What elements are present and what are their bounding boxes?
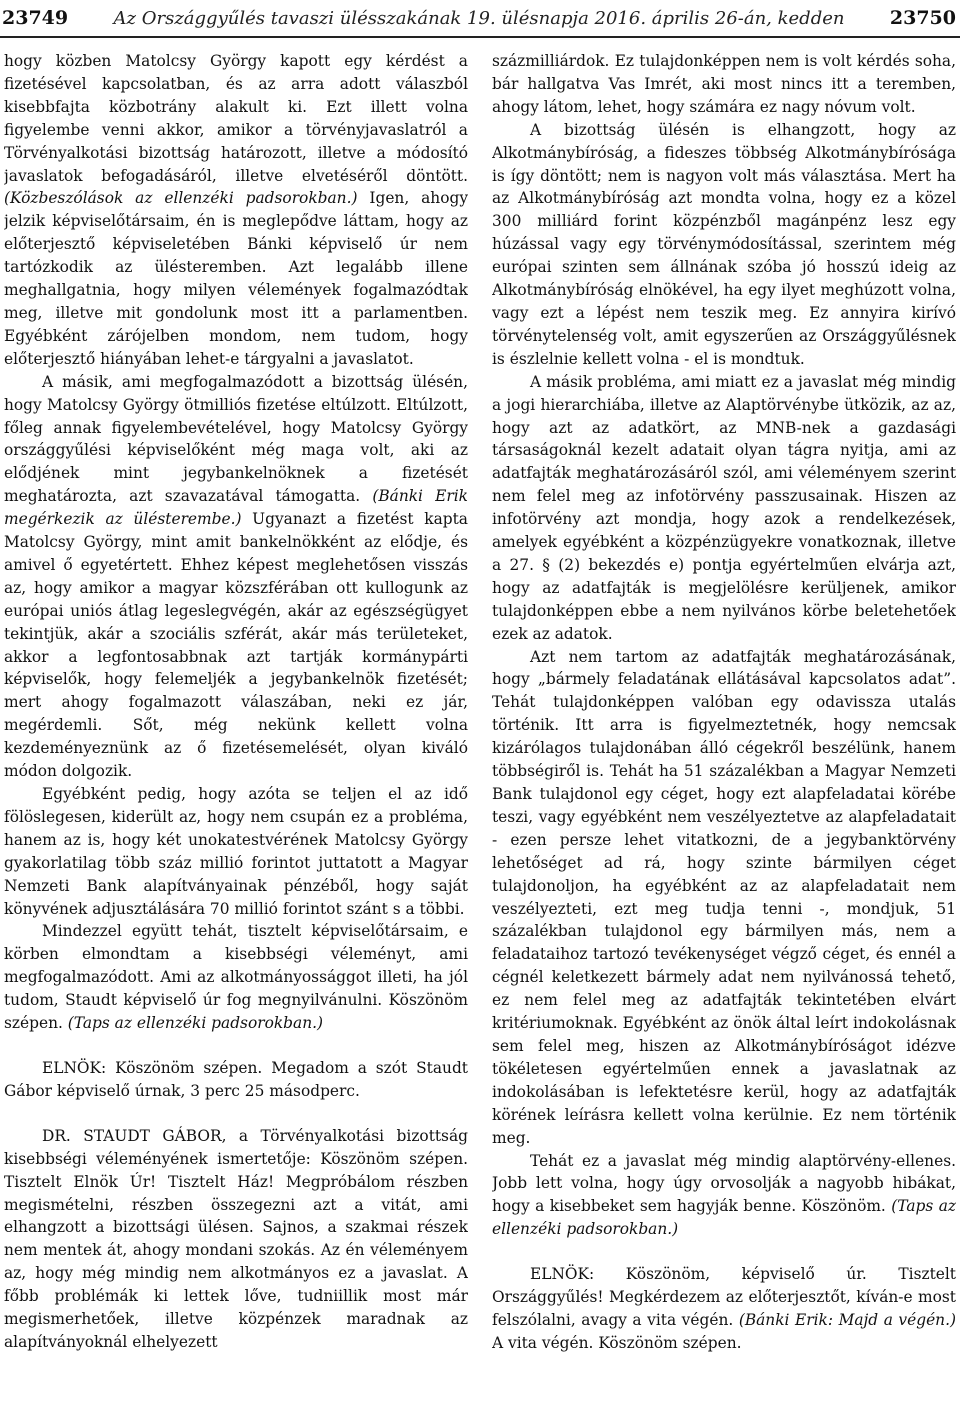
- paragraph: [492, 50, 956, 119]
- paragraph: [492, 646, 956, 1150]
- paragraph: [492, 119, 956, 371]
- text-run: Ugyanazt a fizetést kapta Matolcsy György, mint amit bankelnökként az elődje, és amivel ő egyetértett. Ehhez képest meglehetősen visszás az, hogy amikor a magyar közszférában ott kullogunk az európai uniós átlag legeslegvégén, akár az egészségügyet tekintjük, akár a szociális szférát, akár más területeket, akkor a legfontosabbnak azt tartják kormánypárti képviselők, hogy felemeljék a jegybankelnök fizetését; mert ahogy fogalmazott válaszában, neki ez jár, megérdemli. Sőt, még nekünk kellett volna kezdeményeznünk az ő fizetésemelését, olyan kiváló módon dolgozik.: [4, 510, 468, 781]
- text-run: Tehát ez a javaslat még mindig alaptörvény-ellenes. Jobb lett volna, hogy úgy orvosolják a nagyobb hibákat, hogy a kisebbeket sem hagyják benne. Köszönöm.: [492, 1151, 956, 1216]
- text-run: Mindezzel együtt tehát, tisztelt képviselőtársaim, e körben elmondtam a kisebbségi véleményt, ami megfogalmazódott. Ami az alkotmányossággot illeti, ha jól tudom, Staudt képviselő úr fog megnyilvánulni. Köszönöm szépen.: [4, 922, 468, 1033]
- stage-direction: (Közbeszólások az ellenzéki padsorokban.): [4, 189, 358, 208]
- paragraph: [4, 371, 468, 783]
- text-run: DR. STAUDT GÁBOR, a Törvényalkotási bizottság kisebbségi véleményének ismertetője: Köszönöm szépen. Tisztelt Elnök Úr! Tisztelt Ház! Megpróbálom részben megismételni, részben összegezni azt a vitát, ami elhangzott a bizottsági ülésen. Sajnos, a szakmai részek nem mentek át, ahogy mondani szokás. Az én véleményem az, hogy még mindig nem alkotmányos ez a javaslat. A főbb problémák ki lettek lőve, tudniillik most már megismerhetőek, illetve közpénzek maradnak az alapítványoknál elhelyezett: [4, 1126, 468, 1351]
- text-run: Igen, ahogy jelzik képviselőtársaim, én is meglepődve láttam, hogy az előterjesztő képviseletében Bánki képviselő úr nem tartózkodik az ülésteremben. Azt legalább illene meghallgatnia, hogy milyen vélemények fogalmazódtak meg, illetve mit gondolunk most itt a parlamentben. Egyébként zárójelben mondom, nem tudom, hogy előterjesztő hiányában lehet-e tárgyalni a javaslatot.: [4, 189, 468, 368]
- paragraph: [492, 1150, 956, 1242]
- left-column: [4, 50, 468, 1400]
- paragraph: [4, 783, 468, 920]
- text-run: ELNÖK: Köszönöm szépen. Megadom a szót Staudt Gábor képviselő úrnak, 3 perc 25 másodperc.: [4, 1058, 468, 1100]
- stage-direction: (Bánki Erik: Majd a végén.): [738, 1310, 956, 1329]
- paragraph-gap: [492, 1241, 956, 1263]
- text-run: A másik probléma, ami miatt ez a javaslat még mindig a jogi hierarchiába, illetve az Alaptörvénybe ütközik, az az, hogy azt az adatkört, az MNB-nek a gazdasági társaságoknál kezelt adatait olyan tágra nyitja, ami az adatfajták meghatározásáról szól, ami véleményem szerint nem felel meg az infotörvény passzusainak. Hiszen az infotörvény azt mondja, hogy azok a rendelkezések, amelyek egyébként a közpénzügyekre vonatkoznak, illetve a 27. § (2) bekezdés e) pontja egyértelműen elvárja azt, hogy az adatfajták is megjelölésre kerüljenek, amikor tulajdonképpen ebbe a nem nyilvános körbe beletehetőek ezek az adatok.: [492, 372, 956, 643]
- paragraph: [4, 920, 468, 1035]
- text-run: A másik, ami megfogalmazódott a bizottság ülésén, hogy Matolcsy György ötmilliós fizetése eltúlzott. Eltúlzott, főleg annak figyelembevételével, hogy Matolcsy György országgyűlési képviselőként még maga volt, aki az elődjének mint jegybankelnöknek a fizetését meghatározta, azt szavazatával támogatta.: [4, 372, 468, 506]
- left-page-number: 23749: [2, 7, 69, 29]
- right-column: [492, 50, 956, 1400]
- text-run: hogy közben Matolcsy György kapott egy kérdést a fizetésével kapcsolatban, és az arra adott válaszból kisebbfajta közbotrány alakult ki. Ezt illett volna figyelembe venni akkor, amikor a törvényjavaslatról a Törvényalkotási bizottság határozott, illetve a módosító javaslatok befogadásáról, illetve elvetéséről döntött.: [4, 52, 468, 185]
- stage-direction: (Bánki Erik megérkezik az ülésterembe.): [4, 487, 468, 529]
- right-page-number: 23750: [889, 7, 956, 29]
- text-run: százmilliárdok. Ez tulajdonképpen nem is volt kérdés soha, bár hallgatva Vas Imrét, aki most nincs itt a teremben, ahogy látom, lehet, hogy számára ez nagy nóvum volt.: [492, 52, 956, 116]
- text-run: ELNÖK: Köszönöm, képviselő úr. Tisztelt Országgyűlés! Megkérdezem az előterjesztőt, kíván-e most felszólalni, avagy a vita végén.: [492, 1265, 956, 1329]
- session-title: Az Országgyűlés tavaszi ülésszakának 19. ülésnapja 2016. április 26-án, kedden: [113, 7, 845, 29]
- paragraph: [4, 50, 468, 371]
- stage-direction: (Taps az ellenzéki padsorokban.): [492, 1197, 956, 1239]
- paragraph: [492, 1263, 956, 1355]
- text-run: Egyébként pedig, hogy azóta se teljen el az idő fölöslegesen, kiderült az, hogy nem csupán ez a probléma, hanem az is, hogy két unokatestvérének Matolcsy György gyakorlatilag több száz millió forintot juttatott a Magyar Nemzeti Bank alapítványainak pénzéből, hogy saját könyvének adjusztálására 70 millió forintot szánt s a többi.: [4, 785, 468, 918]
- paragraph-gap: [4, 1103, 468, 1125]
- page-header: [0, 0, 960, 36]
- paragraph: [4, 1125, 468, 1354]
- text-run: A vita végén. Köszönöm szépen.: [492, 1333, 742, 1352]
- text-run: A bizottság ülésén is elhangzott, hogy az Alkotmánybíróság, a fideszes többség Alkotmánybírósága is így döntött; nem is nagyon volt más választása. Mert ha az Alkotmánybíróság azt mondta volna, hogy ez a közel 300 milliárd forint közpénzből magánpénz lesz egy húzással vagy egy törvénymódosítással, szerintem még európai szinten sem állnának szóba jó hosszú ideig az Alkotmánybíróság elnökével, ha egy ilyet meghúzott volna, vagy ezt a lépést nem teszik meg. Ez annyira kirívó törvénytelenség volt, amit egyszerűen az Országgyűlésnek is észlelnie kellett volna - el is mondtuk.: [492, 120, 956, 368]
- header-rule: [0, 36, 960, 38]
- paragraph: [492, 371, 956, 646]
- paragraph: [4, 1057, 468, 1103]
- text-run: Azt nem tartom az adatfajták meghatározásának, hogy „bármely feladatának ellátásával kapcsolatos adat”. Tehát tulajdonképpen valóban egy odavissza utalás történik. Itt arra is figyelmeztetnék, hogy nemcsak kizárólagos tulajdonában álló cégekről beszélünk, hanem többségiről is. Tehát ha 51 százalékban a Magyar Nemzeti Bank tulajdonol egy céget, hogy ezt alapfeladatai körébe teszi, vagy egyébként nem veszélyeztetve az alapfeladatait - ezen persze lehet vitatkozni, de a jegybanktörvény lehetőséget ad rá, hogy szinte bármilyen céget tulajdonoljon, ha egyébként az az alapfeladatait nem veszélyezteti, ezt meg tudja tenni -, mondjuk, 51 százalékban tulajdonol egy bármilyen más, nem a feladataihoz tartozó tevékenységet végző céget, és ennél a cégnél keletkezett bármely adat nem nyilvánossá tehető, ez nem felel meg az adatfajták tekintetében elvárt kritériumoknak. Egyébként az önök által leírt indokolásnak sem felel meg, hiszen az Alkotmánybíróságot idézve tökéletesen egyértelműen ennek a javaslatnak az indokolásában is lefektetésre kerül, hogy az adatfajták körének leírásra kellett volna kerülnie. Ez nem történik meg.: [492, 647, 956, 1147]
- stage-direction: (Taps az ellenzéki padsorokban.): [67, 1014, 324, 1033]
- paragraph-gap: [4, 1035, 468, 1057]
